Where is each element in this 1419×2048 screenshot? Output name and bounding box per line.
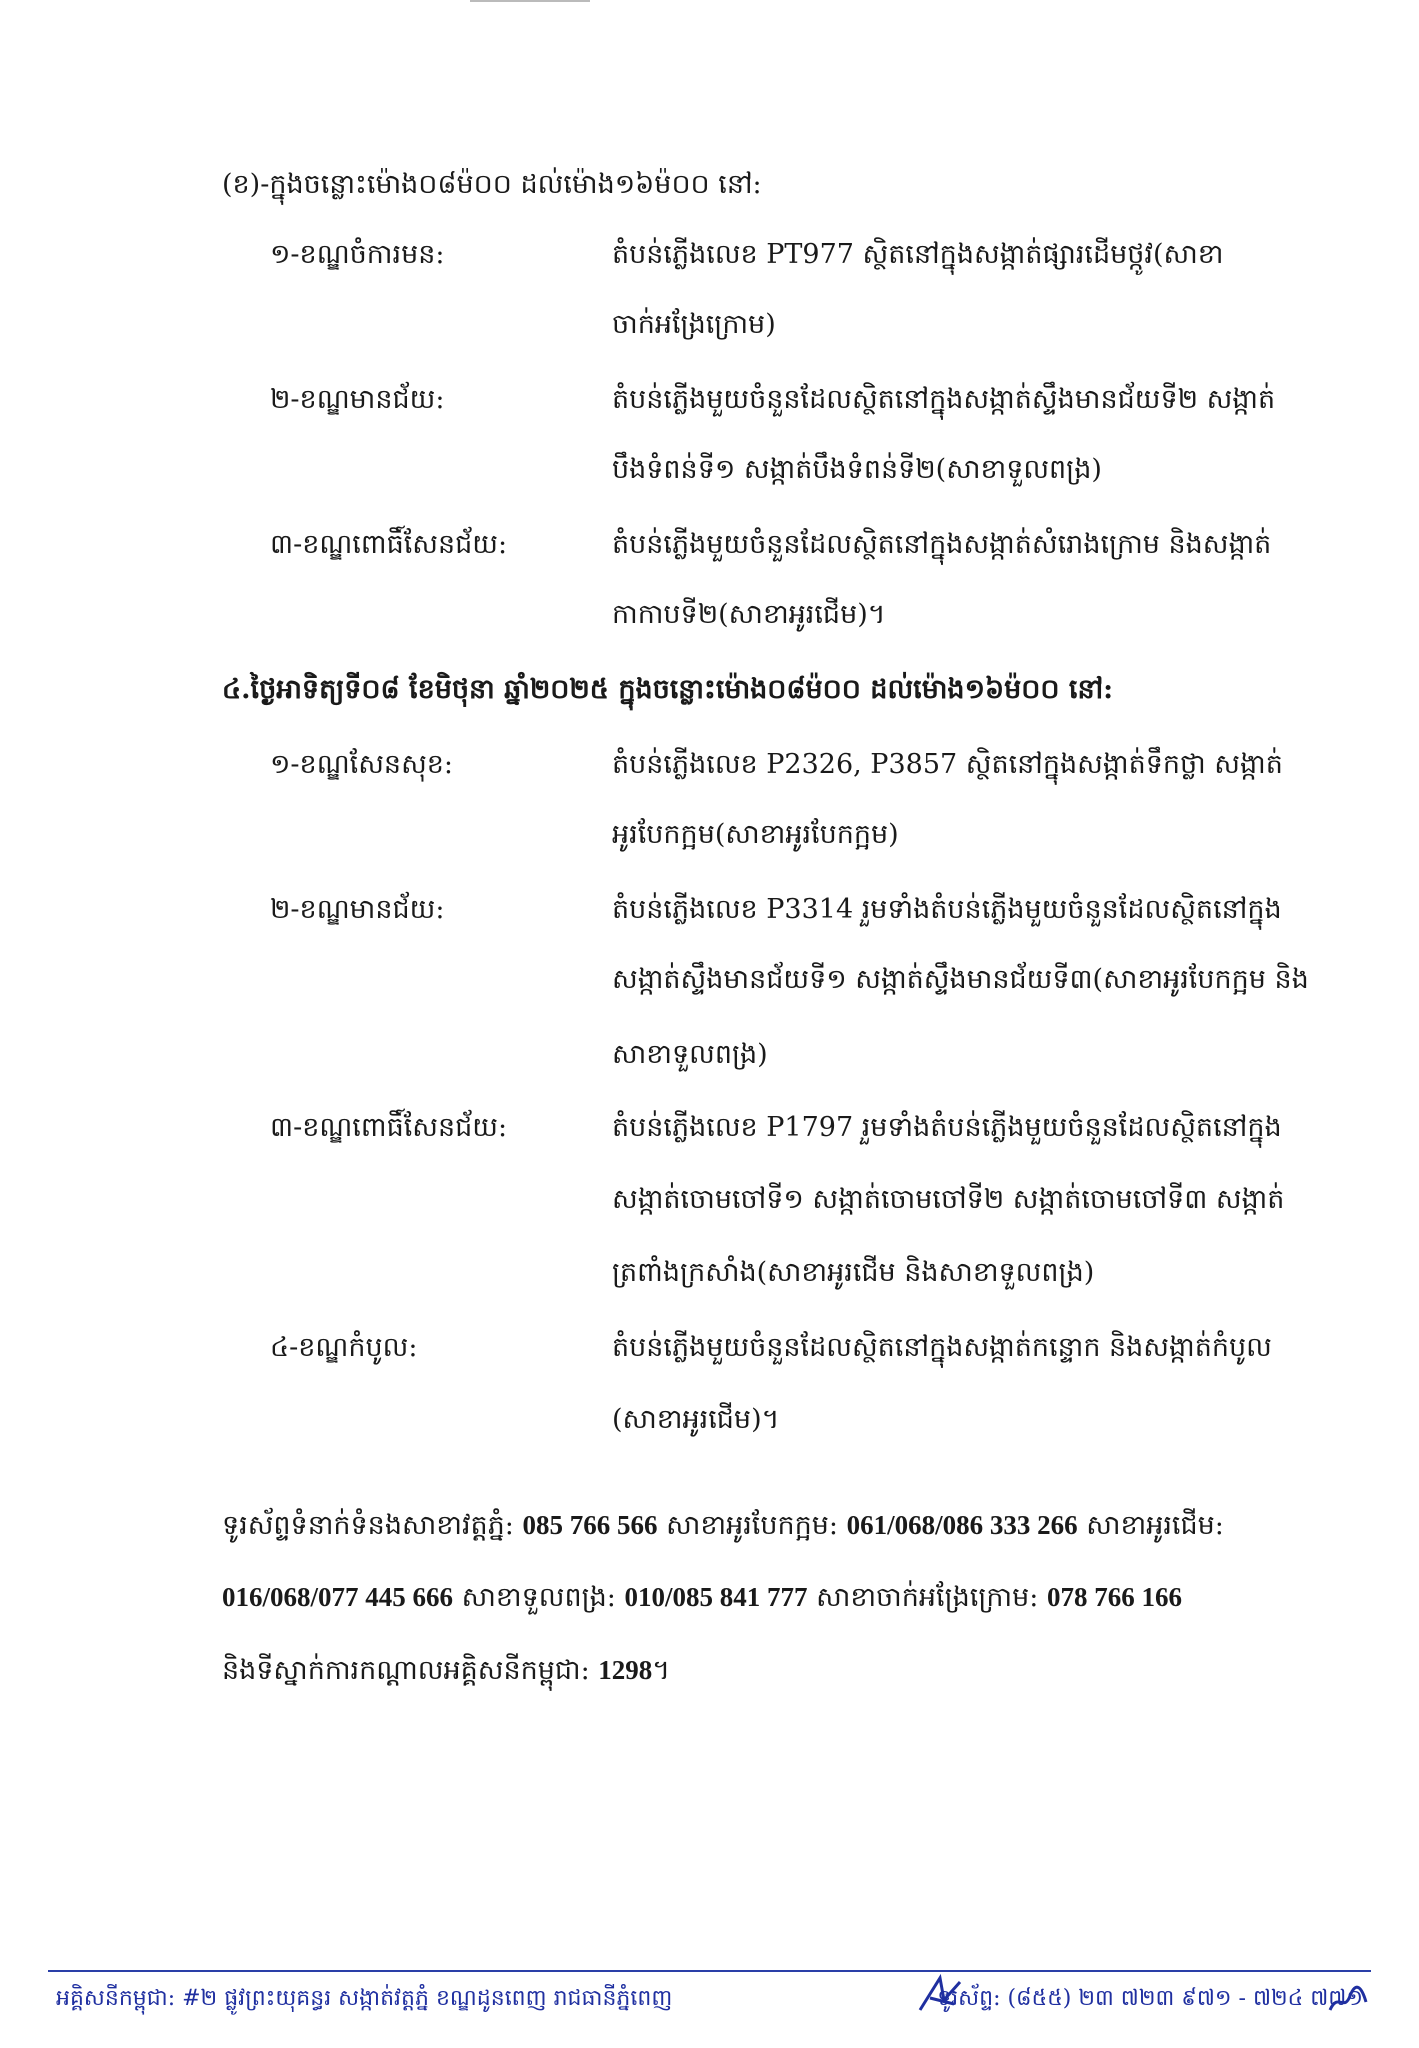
contact-label: ទូរស័ព្ទទំនាក់ទំនងសាខាវត្តភ្នំ: [222, 1510, 514, 1541]
item-text: តំបន់ភ្លើងមួយចំនួនដែលស្ថិតនៅក្នុងសង្កាត់កន្ទោក និងសង្កាត់កំបូល [612, 1332, 1272, 1363]
contact-line-1 [222, 1505, 1224, 1546]
item-text-cont: ត្រពាំងក្រសាំង(សាខាអូរជើម និងសាខាទួលពង្រ) [612, 1257, 1095, 1288]
phone-number: 085 766 566 [522, 1510, 658, 1540]
phone-number: 016/068/077 445 666 [222, 1582, 454, 1612]
contact-label: សាខាអូរជើម: [1086, 1510, 1224, 1541]
item-label: ៣-ខណ្ឌពោធិ៍សែនជ័យ: [270, 529, 508, 560]
day-heading: ៤.ថ្ងៃអាទិត្យទី០៨ ខែមិថុនា ឆ្នាំ២០២៥ ក្នុងចន្លោះម៉ោង០៨ម៉០០ ដល់ម៉ោង១៦ម៉០០ នៅ: [222, 674, 1114, 705]
item-text-cont: សាខាទួលពង្រ) [612, 1039, 768, 1070]
item-text-cont: បឹងទំពន់ទី១ សង្កាត់បឹងទំពន់ទី២(សាខាទួលពង្រ) [612, 454, 1102, 485]
punctuation: ។ [652, 1655, 671, 1686]
item-label: ៤-ខណ្ឌកំបូល: [270, 1332, 418, 1363]
item-text: តំបន់ភ្លើងលេខ P2326, P3857 ស្ថិតនៅក្នុងសង្កាត់ទឹកថ្លា សង្កាត់ [612, 749, 1283, 780]
contact-line-2 [222, 1577, 1182, 1618]
signature-icon [1326, 1982, 1370, 2018]
phone-number: 1298 [598, 1655, 653, 1685]
item-label: ២-ខណ្ឌមានជ័យ: [270, 384, 445, 415]
item-label: ១-ខណ្ឌសែនសុខ: [270, 749, 454, 780]
item-text: តំបន់ភ្លើងលេខ P1797 រួមទាំងតំបន់ភ្លើងមួយចំនួនដែលស្ថិតនៅក្នុង [612, 1112, 1282, 1143]
section-intro: (ខ)-ក្នុងចន្លោះម៉ោង០៨ម៉០០ ដល់ម៉ោង១៦ម៉០០ នៅ: [222, 169, 762, 200]
item-text-cont: អូរបែកក្អម(សាខាអូរបែកក្អម) [612, 819, 899, 850]
item-text-cont: កាកាបទី២(សាខាអូរជើម)។ [612, 599, 886, 630]
item-text: តំបន់ភ្លើងលេខ P3314 រួមទាំងតំបន់ភ្លើងមួយចំនួនដែលស្ថិតនៅក្នុង [612, 894, 1282, 925]
item-text: តំបន់ភ្លើងលេខ PT977 ស្ថិតនៅក្នុងសង្កាត់ផ្សារដើមថ្កូវ(សាខា [612, 239, 1224, 270]
item-text-cont: ចាក់អង្រែក្រោម) [612, 309, 776, 340]
contact-line-3 [222, 1650, 670, 1691]
item-label: ៣-ខណ្ឌពោធិ៍សែនជ័យ: [270, 1112, 508, 1143]
item-text-cont: សង្កាត់ចោមចៅទី១ សង្កាត់ចោមចៅទី២ សង្កាត់ចោមចៅទី៣ សង្កាត់ [612, 1184, 1285, 1215]
contact-label: សាខាចាក់អង្រែក្រោម: [816, 1582, 1039, 1613]
contact-label: សាខាអូរបែកក្អម: [666, 1510, 838, 1541]
item-text: តំបន់ភ្លើងមួយចំនួនដែលស្ថិតនៅក្នុងសង្កាត់សំរោងក្រោម និងសង្កាត់ [612, 529, 1272, 560]
footer-rule [48, 1970, 1371, 1972]
top-rule [470, 0, 590, 2]
phone-number: 010/085 841 777 [624, 1582, 808, 1612]
footer-phone: ទូរស័ព្ទ: (៨៥៥) ២៣ ៧២៣ ៩៧១ - ៧២៤ ៧៧១ [937, 1986, 1363, 2011]
item-text: តំបន់ភ្លើងមួយចំនួនដែលស្ថិតនៅក្នុងសង្កាត់ស្ទឹងមានជ័យទី២ សង្កាត់ [612, 384, 1276, 415]
item-label: ១-ខណ្ឌចំការមន: [270, 239, 445, 270]
item-text-cont: (សាខាអូរជើម)។ [612, 1404, 780, 1435]
item-text-cont: សង្កាត់ស្ទឹងមានជ័យទី១ សង្កាត់ស្ទឹងមានជ័យទី៣(សាខាអូរបែកក្អម និង [612, 964, 1309, 995]
item-label: ២-ខណ្ឌមានជ័យ: [270, 894, 445, 925]
contact-label: និងទីស្នាក់ការកណ្តាលអគ្គិសនីកម្ពុជា: [222, 1655, 590, 1686]
footer-address: អគ្គិសនីកម្ពុជា: #២ ផ្លូវព្រះយុគន្ធរ សង្កាត់វត្តភ្នំ ខណ្ឌដូនពេញ រាជធានីភ្នំពេញ [56, 1986, 673, 2011]
phone-number: 061/068/086 333 266 [846, 1510, 1078, 1540]
contact-label: សាខាទួលពង្រ: [461, 1582, 616, 1613]
phone-number: 078 766 166 [1046, 1582, 1182, 1612]
